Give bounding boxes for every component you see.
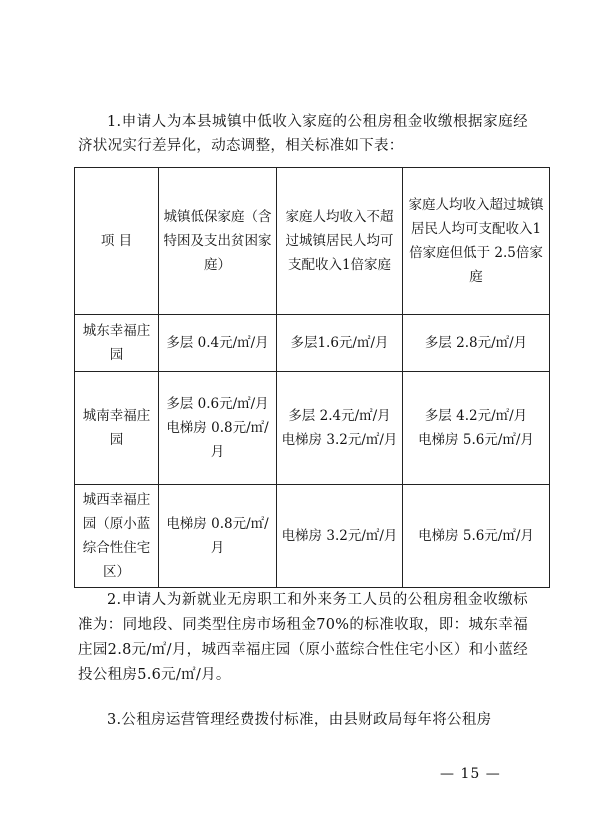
page-number: — 15 — bbox=[440, 766, 501, 782]
rent-cell bbox=[403, 315, 550, 372]
rent-value: 电梯房 5.6元/㎡/月 bbox=[418, 432, 534, 448]
paragraph-1: 1.申请人为本县城镇中低收入家庭的公租房租金收缴根据家庭经济状况实行差异化，动态调整，相关标准如下表： bbox=[78, 114, 528, 154]
rent-value: 电梯房 5.6元/㎡/月 bbox=[418, 528, 534, 544]
header-item: 项 目 bbox=[75, 168, 159, 315]
row-item-label: 城南幸福庄园 bbox=[75, 372, 159, 485]
rent-cell bbox=[277, 372, 403, 485]
rent-cell bbox=[277, 485, 403, 588]
rent-value: 多层 2.4元/㎡/月 bbox=[288, 408, 391, 424]
row-item-label: 城西幸福庄园（原小蓝综合性住宅区） bbox=[75, 485, 159, 588]
rent-standard-table bbox=[74, 167, 550, 588]
rent-value: 电梯房 0.8元/㎡/月 bbox=[166, 420, 269, 460]
header-income-below-1x: 家庭人均收入不超过城镇居民人均可支配收入1倍家庭 bbox=[277, 168, 403, 315]
table-row bbox=[75, 315, 550, 372]
rent-value: 多层 0.6元/㎡/月 bbox=[166, 396, 269, 412]
header-income-1x-2.5x: 家庭人均收入超过城镇居民人均可支配收入1倍家庭但低于 2.5倍家庭 bbox=[403, 168, 550, 315]
table-row bbox=[75, 372, 550, 485]
rent-value: 电梯房 0.8元/㎡/月 bbox=[166, 516, 269, 556]
rent-value: 电梯房 3.2元/㎡/月 bbox=[281, 432, 398, 448]
table-header-row bbox=[75, 168, 550, 315]
rent-value: 多层 0.4元/㎡/月 bbox=[166, 335, 269, 351]
rent-value: 电梯房 3.2元/㎡/月 bbox=[281, 528, 398, 544]
header-low-income: 城镇低保家庭（含特困及支出贫困家庭） bbox=[159, 168, 277, 315]
rent-cell bbox=[277, 315, 403, 372]
rent-cell bbox=[403, 372, 550, 485]
rent-value: 多层 2.8元/㎡/月 bbox=[424, 335, 528, 351]
rent-cell bbox=[159, 372, 277, 485]
paragraph-2: 2.申请人为新就业无房职工和外来务工人员的公租房租金收缴标准为：同地段、同类型住房市场租金70%的标准收取，即：城东幸福庄园2.8元/㎡/月，城西幸福庄园（原小蓝综合性住宅小区）和小蓝经投公租房5.6元/㎡/月。 bbox=[78, 592, 528, 683]
row-item-label: 城东幸福庄园 bbox=[75, 315, 159, 372]
rent-value: 多层1.6元/㎡/月 bbox=[290, 335, 389, 351]
table-row bbox=[75, 485, 550, 588]
rent-value: 多层 4.2元/㎡/月 bbox=[424, 408, 528, 424]
rent-cell bbox=[159, 315, 277, 372]
paragraph-3: 3.公租房运营管理经费拨付标准，由县财政局每年将公租房 bbox=[107, 712, 492, 728]
rent-cell bbox=[159, 485, 277, 588]
rent-cell bbox=[403, 485, 550, 588]
